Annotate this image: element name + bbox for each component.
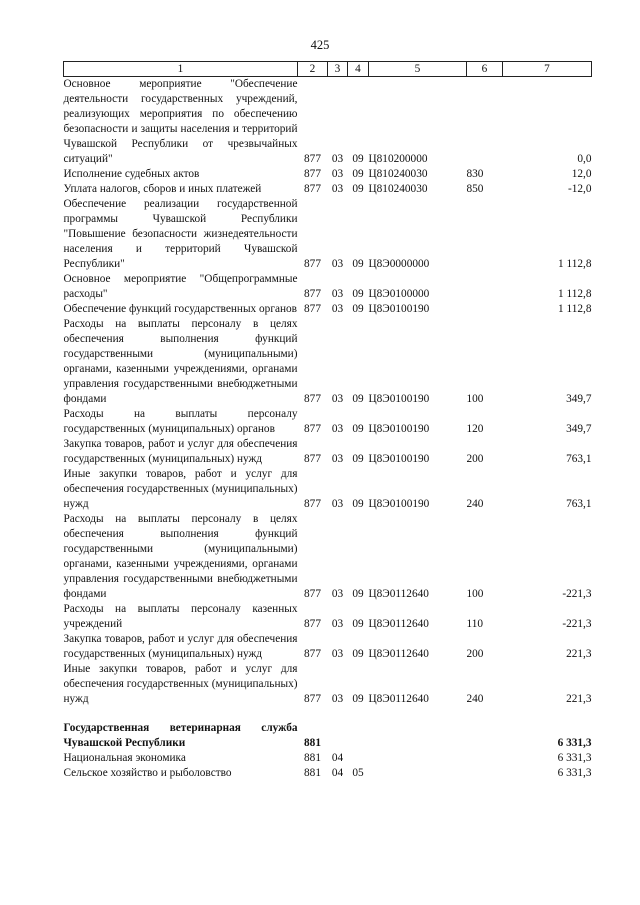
column-header: 4 [348, 62, 369, 77]
table-row [64, 317, 592, 407]
expense-type-code-cell: 100 [466, 588, 484, 600]
target-article-code-cell [369, 721, 467, 751]
admin-code-cell: 881 [304, 737, 321, 749]
row-name-cell: Расходы на выплаты персоналу в целях обеспечения выполнения функций государственными (муниципальными) органами, казенными учреждениями, органами управления государственными внебюджетными фондами [63, 318, 298, 405]
section-code-cell: 03 [331, 393, 344, 405]
target-article-code-cell: Ц8Э0112640 [368, 588, 429, 600]
amount-cell: -12,0 [567, 183, 592, 195]
admin-code-cell: 877 [304, 588, 321, 600]
subsection-code-cell: 09 [352, 618, 364, 630]
table-row [64, 721, 592, 751]
section-code-cell: 03 [331, 153, 344, 165]
subsection-code-cell: 09 [352, 423, 364, 435]
admin-code-cell: 877 [304, 183, 321, 195]
amount-cell: 1 112,8 [558, 258, 592, 270]
table-row [64, 407, 592, 437]
section-code-cell: 03 [331, 588, 344, 600]
subsection-code-cell: 09 [352, 393, 364, 405]
row-name-cell: Основное мероприятие "Обеспечение деятельности государственных учреждений, реализующих мероприятия по обеспечению безопасности и защиты населения и территорий Чувашской Республики от чрезвычайных ситуаций" [63, 78, 298, 165]
column-header: 1 [64, 62, 298, 77]
expense-type-code-cell [467, 721, 503, 751]
table-row [64, 197, 592, 272]
section-code-cell: 03 [331, 453, 344, 465]
amount-cell: 6 331,3 [557, 767, 592, 779]
admin-code-cell: 877 [304, 693, 321, 705]
table-header-row [64, 62, 592, 77]
amount-cell: 221,3 [566, 648, 592, 660]
section-code-cell: 04 [331, 752, 344, 764]
subsection-code-cell: 09 [352, 288, 364, 300]
admin-code-cell: 877 [304, 423, 321, 435]
row-name-cell: Иные закупки товаров, работ и услуг для обеспечения государственных (муниципальных) нужд [63, 663, 298, 705]
subsection-code-cell: 09 [352, 153, 364, 165]
row-name-cell: Национальная экономика [63, 752, 186, 764]
row-name-cell: Сельское хозяйство и рыболовство [63, 767, 232, 779]
subsection-code-cell [348, 721, 369, 751]
admin-code-cell: 877 [304, 648, 321, 660]
target-article-code-cell: Ц8Э0100000 [368, 288, 430, 300]
expense-type-code-cell: 100 [466, 393, 484, 405]
target-article-code-cell [369, 766, 467, 781]
expense-type-code-cell: 240 [466, 498, 484, 510]
column-header: 3 [328, 62, 348, 77]
table-row [64, 302, 592, 317]
table-row [64, 662, 592, 707]
row-name-cell: Исполнение судебных актов [63, 168, 200, 180]
amount-cell: 349,7 [566, 393, 592, 405]
table-row [64, 751, 592, 766]
section-code-cell: 03 [331, 498, 344, 510]
expense-type-code-cell: 850 [466, 183, 484, 195]
table-row [64, 512, 592, 602]
section-code-cell: 03 [331, 258, 344, 270]
amount-cell: 0,0 [577, 153, 592, 165]
expense-type-code-cell [467, 272, 503, 302]
target-article-code-cell [369, 751, 467, 766]
section-code-cell: 03 [331, 423, 344, 435]
row-name-cell: Расходы на выплаты персоналу казенных учреждений [63, 603, 298, 630]
target-article-code-cell: Ц810240030 [368, 183, 428, 195]
admin-code-cell: 877 [304, 393, 321, 405]
section-code-cell: 03 [331, 168, 344, 180]
section-code-cell: 03 [331, 303, 344, 315]
amount-cell: 1 112,8 [558, 288, 592, 300]
amount-cell: 349,7 [566, 423, 592, 435]
target-article-code-cell: Ц810200000 [368, 153, 428, 165]
column-header: 2 [298, 62, 328, 77]
row-name-cell: Уплата налогов, сборов и иных платежей [63, 183, 262, 195]
expense-type-code-cell: 200 [466, 453, 484, 465]
amount-cell: 221,3 [566, 693, 592, 705]
admin-code-cell: 877 [304, 498, 321, 510]
expense-type-code-cell [467, 751, 503, 766]
subsection-code-cell: 09 [352, 648, 364, 660]
row-name-cell: Закупка товаров, работ и услуг для обеспечения государственных (муниципальных) нужд [63, 438, 298, 465]
table-row [64, 467, 592, 512]
section-code-cell: 03 [331, 618, 344, 630]
target-article-code-cell: Ц8Э0000000 [368, 258, 430, 270]
section-code-cell [328, 721, 348, 751]
amount-cell: 6 331,3 [557, 752, 592, 764]
subsection-code-cell: 09 [352, 693, 364, 705]
row-spacer [64, 707, 592, 721]
expense-type-code-cell: 110 [466, 618, 484, 630]
page-number: 425 [310, 38, 330, 52]
table-row [64, 602, 592, 632]
expense-type-code-cell [467, 77, 503, 168]
expense-type-code-cell: 200 [466, 648, 484, 660]
amount-cell: 763,1 [566, 498, 592, 510]
table-row [64, 77, 592, 168]
admin-code-cell: 877 [304, 168, 321, 180]
spacer-cell [64, 707, 592, 721]
target-article-code-cell: Ц8Э0100190 [368, 498, 430, 510]
row-name-cell: Расходы на выплаты персоналу в целях обеспечения выполнения функций государственными (муниципальными) органами, казенными учреждениями, органами управления государственными внебюджетными фондами [63, 513, 298, 600]
expense-type-code-cell [467, 197, 503, 272]
target-article-code-cell: Ц8Э0112640 [368, 693, 429, 705]
subsection-code-cell: 09 [352, 183, 364, 195]
amount-cell: 6 331,3 [557, 737, 592, 749]
amount-cell: -221,3 [562, 588, 592, 600]
admin-code-cell: 877 [304, 288, 321, 300]
admin-code-cell: 877 [304, 618, 321, 630]
expense-type-code-cell [467, 302, 503, 317]
section-code-cell: 03 [331, 648, 344, 660]
expense-type-code-cell: 830 [466, 168, 484, 180]
row-name-cell: Расходы на выплаты персоналу государственных (муниципальных) органов [63, 408, 298, 435]
column-header: 6 [467, 62, 503, 77]
section-code-cell: 03 [331, 183, 344, 195]
section-code-cell: 03 [331, 288, 344, 300]
subsection-code-cell [348, 751, 369, 766]
table-row [64, 272, 592, 302]
table-row [64, 437, 592, 467]
row-name-cell: Обеспечение функций государственных органов [63, 303, 298, 315]
table-row [64, 167, 592, 182]
admin-code-cell: 877 [304, 303, 321, 315]
amount-cell: 763,1 [566, 453, 592, 465]
amount-cell: -221,3 [562, 618, 592, 630]
target-article-code-cell: Ц8Э0112640 [368, 648, 429, 660]
amount-cell: 1 112,8 [558, 303, 592, 315]
row-name-cell: Государственная ветеринарная служба Чувашской Республики [63, 722, 298, 749]
row-name-cell: Обеспечение реализации государственной программы Чувашской Республики "Повышение безопасности жизнедеятельности населения и территорий Чувашской Республики" [63, 198, 298, 270]
expense-type-code-cell: 240 [466, 693, 484, 705]
subsection-code-cell: 05 [352, 767, 364, 779]
column-header: 5 [369, 62, 467, 77]
target-article-code-cell: Ц8Э0100190 [368, 393, 430, 405]
target-article-code-cell: Ц8Э0100190 [368, 453, 430, 465]
expense-type-code-cell [467, 766, 503, 781]
table-row [64, 632, 592, 662]
table-row [64, 182, 592, 197]
expense-type-code-cell: 120 [466, 423, 484, 435]
subsection-code-cell: 09 [352, 168, 364, 180]
budget-table [63, 61, 592, 781]
row-name-cell: Закупка товаров, работ и услуг для обеспечения государственных (муниципальных) нужд [63, 633, 298, 660]
table-body [64, 77, 592, 782]
row-name-cell: Основное мероприятие "Общепрограммные расходы" [63, 273, 298, 300]
subsection-code-cell: 09 [352, 303, 364, 315]
admin-code-cell: 877 [304, 258, 321, 270]
target-article-code-cell: Ц8Э0112640 [368, 618, 429, 630]
admin-code-cell: 877 [304, 153, 321, 165]
admin-code-cell: 877 [304, 453, 321, 465]
table-row [64, 766, 592, 781]
section-code-cell: 03 [331, 693, 344, 705]
target-article-code-cell: Ц8Э0100190 [368, 423, 430, 435]
section-code-cell: 04 [331, 767, 344, 779]
target-article-code-cell: Ц810240030 [368, 168, 428, 180]
target-article-code-cell: Ц8Э0100190 [368, 303, 430, 315]
subsection-code-cell: 09 [352, 453, 364, 465]
column-header: 7 [503, 62, 592, 77]
admin-code-cell: 881 [304, 752, 321, 764]
admin-code-cell: 881 [304, 767, 321, 779]
amount-cell: 12,0 [571, 168, 592, 180]
subsection-code-cell: 09 [352, 588, 364, 600]
subsection-code-cell: 09 [352, 258, 364, 270]
subsection-code-cell: 09 [352, 498, 364, 510]
row-name-cell: Иные закупки товаров, работ и услуг для обеспечения государственных (муниципальных) нужд [63, 468, 298, 510]
